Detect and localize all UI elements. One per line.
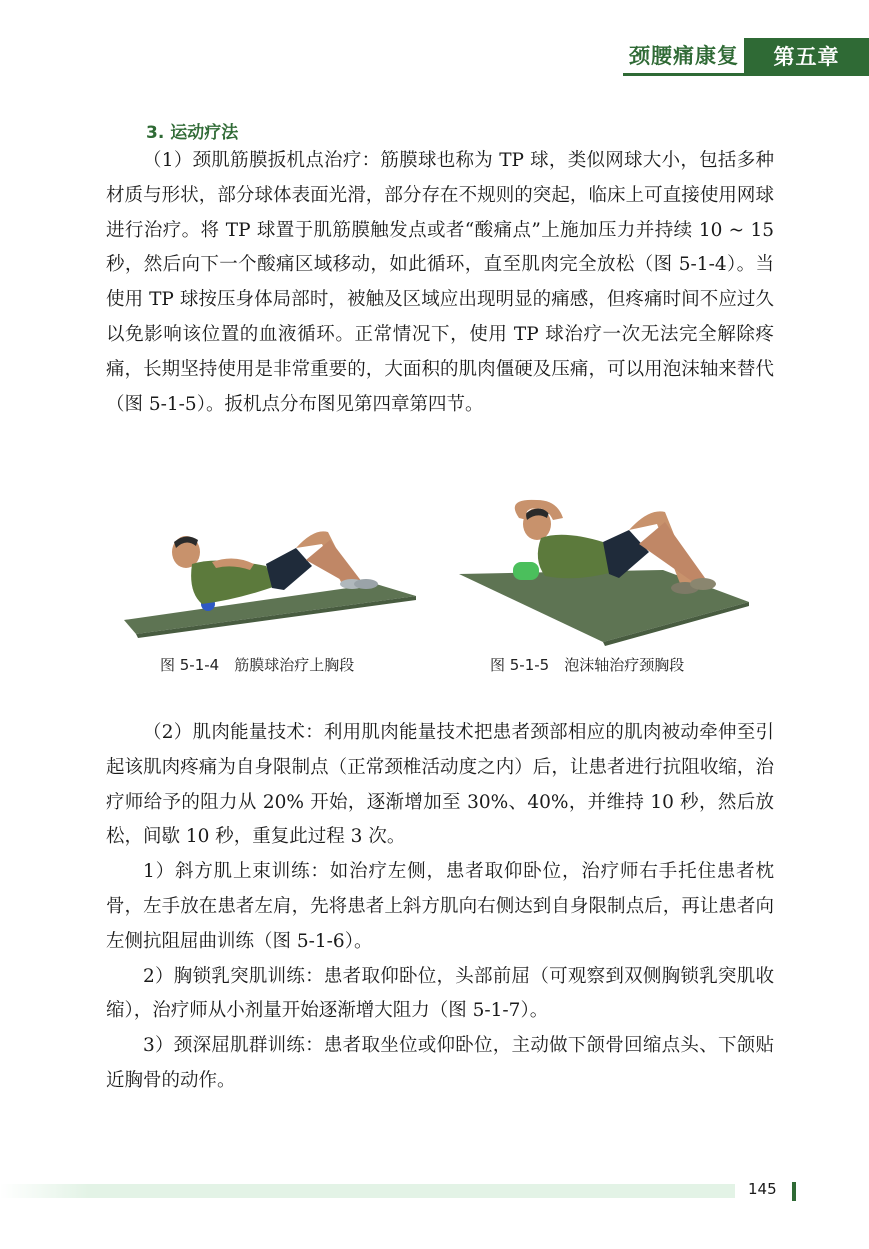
paragraph: （1）颈肌筋膜扳机点治疗：筋膜球也称为 TP 球，类似网球大小，包括多种材质与形状，部分球体表面光滑，部分存在不规则的突起，临床上可直接使用网球进行治疗。将 TP 球置于肌筋膜触发点或者“酸痛点”上施加压力并持续 10 ~ 15 秒，然后向下一个酸痛区域移动，如此循环，直至肌肉完全放松（图 5-1-4）。当使用 TP 球按压身体局部时，被触及区域应出现明显的痛感，但疼痛时间不应过久以免影响该位置的血液循环。正常情况下，使用 TP 球治疗一次无法完全解除疼痛，长期坚持使用是非常重要的，大面积的肌肉僵硬及压痛，可以用泡沫轴来替代（图 5-1-5）。扳机点分布图见第四章第四节。 [106, 150, 774, 415]
section-heading: 3. 运动疗法 [146, 123, 239, 143]
text-block-2 [106, 716, 774, 1099]
figure-foam-roller-photo [453, 490, 753, 646]
figure-caption: 图 5-1-5 泡沫轴治疗颈胸段 [490, 656, 685, 674]
paragraph: （2）肌肉能量技术：利用肌肉能量技术把患者颈部相应的肌肉被动牵伸至引起该肌肉疼痛为自身限制点（正常颈椎活动度之内）后，让患者进行抗阻收缩，治疗师给予的阻力从 20% 开始，逐渐增加至 30%、40%，并维持 10 秒，然后放松，间歇 10 秒，重复此过程 3 次。 [106, 722, 774, 848]
header-rule [623, 73, 869, 76]
paragraph: 1）斜方肌上束训练：如治疗左侧，患者取仰卧位，治疗师右手托住患者枕骨，左手放在患者左肩，先将患者上斜方肌向右侧达到自身限制点后，再让患者向左侧抗阻屈曲训练（图 5-1-6）。 [106, 861, 774, 952]
text-block-1 [106, 144, 774, 422]
running-header [623, 38, 869, 76]
paragraph: 3）颈深屈肌群训练：患者取坐位或仰卧位，主动做下颌骨回缩点头、下颌贴近胸骨的动作。 [106, 1035, 774, 1091]
paragraph: 2）胸锁乳突肌训练：患者取仰卧位，头部前屈（可观察到双侧胸锁乳突肌收缩），治疗师从小剂量开始逐渐增大阻力（图 5-1-7）。 [106, 965, 774, 1022]
chapter-tab: 第五章 [744, 38, 869, 73]
book-title: 颈腰痛康复 [629, 44, 739, 68]
figure-ball-therapy-photo [116, 508, 426, 644]
page-number-bar [792, 1182, 796, 1201]
footer-band [0, 1184, 735, 1198]
figure-caption: 图 5-1-4 筋膜球治疗上胸段 [160, 656, 355, 674]
page-number: 145 [748, 1180, 777, 1198]
